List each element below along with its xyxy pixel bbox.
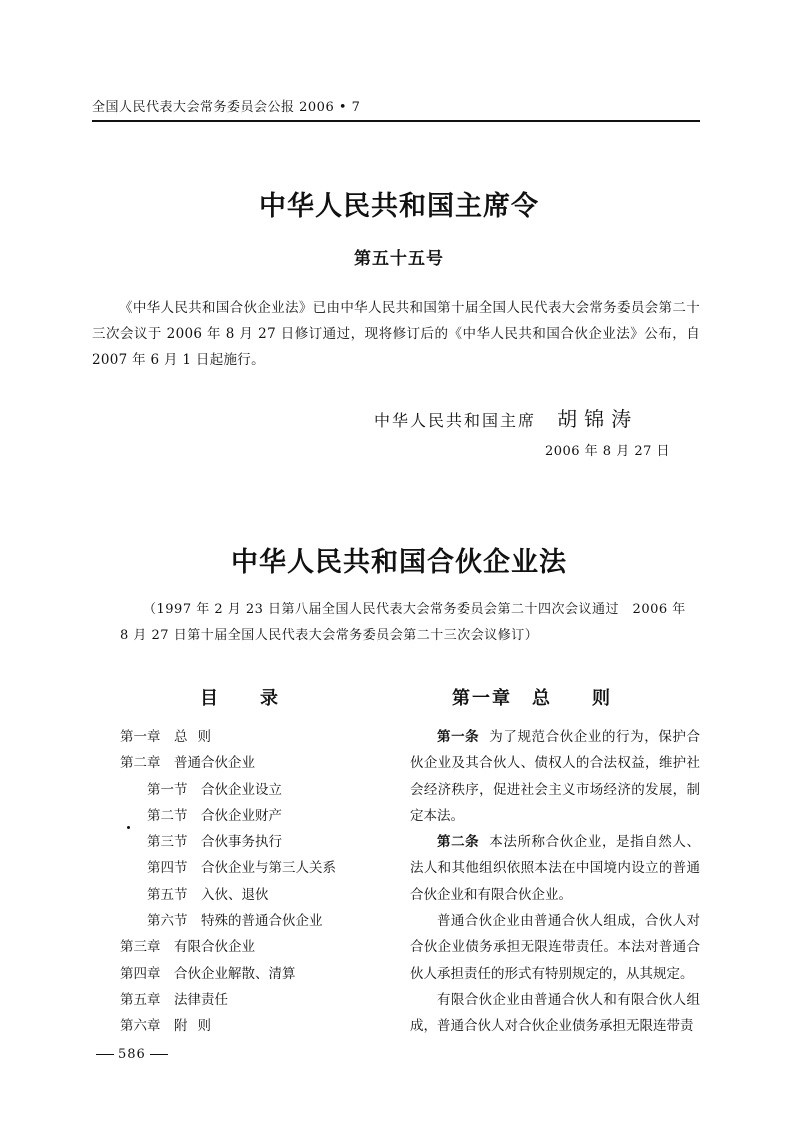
print-speck <box>127 826 130 829</box>
paragraph: 有限合伙企业由普通合伙人和有限合伙人组成，普通合伙人对合伙企业债务承担无限连带责 <box>410 991 700 1035</box>
adoption-note: （1997 年 2 月 23 日第八届全国人民代表大会常务委员会第二十四次会议通过 2006 年 8 月 27 日第十届全国人民代表大会常务委员会第二十三次会议修订） <box>120 602 686 643</box>
toc-heading <box>200 684 280 710</box>
toc-item-num: 第六节 <box>147 913 188 930</box>
toc-item <box>120 855 390 881</box>
toc-item-num: 第三章 <box>120 939 161 956</box>
toc-item <box>120 829 390 855</box>
article-label: 第一条 <box>437 729 480 745</box>
toc-item <box>120 750 390 776</box>
toc-item-num: 第四章 <box>120 965 161 982</box>
toc-item <box>120 961 390 987</box>
toc-heading-left: 目 <box>200 688 220 709</box>
toc-item <box>120 724 390 750</box>
toc-item-title: 合伙企业设立 <box>201 781 282 798</box>
dash-right <box>150 1054 168 1055</box>
header-rule <box>92 120 700 122</box>
toc-item-title: 法律责任 <box>174 991 228 1008</box>
toc-item-title: 入伙、退伙 <box>201 886 269 903</box>
toc-heading-right: 录 <box>260 688 280 709</box>
decree-text: 《中华人民共和国合伙企业法》已由中华人民共和国第十届全国人民代表大会常务委员会第二十三次会议于 2006 年 8 月 27 日修订通过，现将修订后的《中华人民共和国合伙企业法》公布，自 2007 年 6 月 1 日起施行。 <box>92 300 700 368</box>
toc-item <box>120 777 390 803</box>
toc-item-num: 第六章 <box>120 1018 161 1035</box>
toc-item-num: 第二节 <box>147 807 188 824</box>
chapter-heading: 第一章 总 则 <box>452 688 612 709</box>
toc-item-num: 第四节 <box>147 860 188 877</box>
article-1 <box>410 724 700 829</box>
toc-item <box>120 1013 390 1039</box>
toc-item <box>120 908 390 934</box>
signatory-name: 胡锦涛 <box>557 407 639 431</box>
toc-item <box>120 987 390 1013</box>
toc-item-num: 第三节 <box>147 834 188 851</box>
toc-item <box>120 803 390 829</box>
toc-item-num: 第二章 <box>120 755 161 772</box>
toc-item-num: 第五章 <box>120 991 161 1008</box>
article-label: 第二条 <box>437 834 480 851</box>
order-title: 中华人民共和国主席令 <box>259 191 539 222</box>
article-text: 为了规范合伙企业的行为，保护合伙企业及其合伙人、债权人的合法权益，维护社会经济秩序，促进社会主义市场经济的发展，制定本法。 <box>410 729 701 824</box>
toc-item-title: 特殊的普通合伙企业 <box>201 913 323 930</box>
dash-left <box>96 1054 114 1055</box>
toc-item-title: 合伙事务执行 <box>201 834 282 851</box>
toc-item-title: 附则 <box>174 1018 221 1035</box>
article-text: 本法所称合伙企业，是指自然人、法人和其他组织依照本法在中国境内设立的普通合伙企业和有限合伙企业。 <box>410 834 701 903</box>
table-of-contents <box>120 724 390 1040</box>
article-2 <box>410 829 700 908</box>
page-number <box>92 1047 172 1062</box>
toc-item-num: 第一节 <box>147 781 188 798</box>
law-title: 中华人民共和国合伙企业法 <box>231 547 567 578</box>
paragraph: 普通合伙企业由普通合伙人组成，合伙人对合伙企业债务承担无限连带责任。本法对普通合伙人承担责任的形式有特别规定的，从其规定。 <box>410 913 700 982</box>
running-header: 全国人民代表大会常务委员会公报 2006 • 7 <box>92 100 361 115</box>
toc-item-title: 合伙企业与第三人关系 <box>201 860 336 877</box>
toc-item-num: 第一章 <box>120 729 161 745</box>
chapter-body <box>410 724 700 1040</box>
order-number: 第五十五号 <box>354 249 444 269</box>
toc-item-title: 普通合伙企业 <box>174 755 255 772</box>
toc-item-num: 第五节 <box>147 886 188 903</box>
signature-date: 2006 年 8 月 27 日 <box>544 444 670 459</box>
page-number-value: 586 <box>118 1047 146 1062</box>
toc-item-title: 合伙企业财产 <box>201 807 282 824</box>
toc-item-title: 有限合伙企业 <box>174 939 255 956</box>
toc-item-title: 总则 <box>174 729 221 745</box>
toc-item <box>120 882 390 908</box>
toc-item <box>120 934 390 960</box>
signatory-title: 中华人民共和国主席 <box>374 411 537 430</box>
toc-item-title: 合伙企业解散、清算 <box>174 965 296 982</box>
signature-line <box>374 403 638 432</box>
